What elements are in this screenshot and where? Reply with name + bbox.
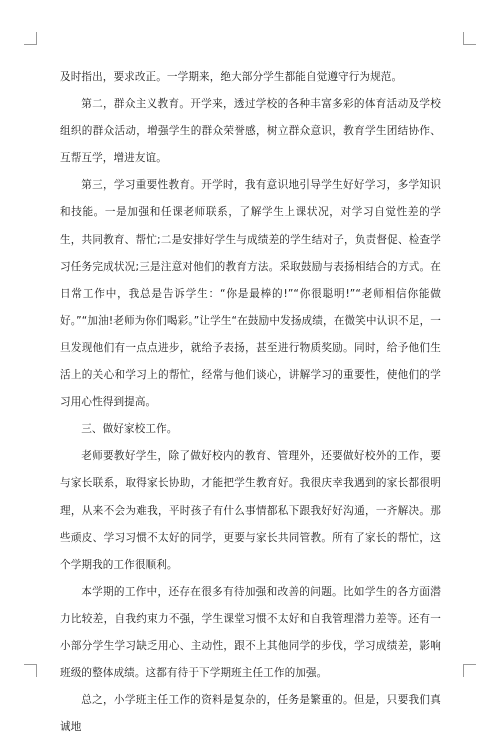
crop-mark-bottom-right <box>463 664 476 677</box>
paragraph-continuation: 及时指出，要求改正。一学期来，绝大部分学生都能自觉遵守行为规范。 <box>60 71 403 83</box>
paragraph-study-importance: 第三，学习重要性教育。开学时，我有意识地引导学生好好学习，多学知识和技能。一是加强和任课老师联系，了解学生上课状况，对学习自觉性差的学生，共同教育、帮忙;二是安排好学生与成绩差的学生结对子，负责督促、检查学习任务完成状况;三是注意对他们的教育方法。采取鼓励与表扬相结合的方式。在日常工作中，我总是告诉学生：“你是最棒的!”“你很聪明!”“老师相信你能做好。”“加油!老师为你们喝彩。”让学生“在鼓励中发扬成绩，在微笑中认识不足，一旦发现他们有一点点进步，就给予表扬，甚至进行物质奖励。同时，给予他们生活上的关心和学习上的帮忙，经常与他们谈心，讲解学习的重要性，使他们的学习用心性得到提高。 <box>60 179 441 409</box>
document-body <box>60 64 441 741</box>
crop-mark-top-right <box>463 32 476 45</box>
paragraph-parent-contact: 老师要教好学生，除了做好校内的教育、管理外，还要做好校外的工作，要与家长联系，取得家长协助，才能把学生教育好。我很庆幸我遇到的家长都很明理，从来不会为难我，平时孩子有什么事情都私下跟我好好沟通，一齐解决。那些顽皮、学习习惯不太好的同学，更要与家长共同管教。所有了家长的帮忙，这个学期我的工作很顺利。 <box>60 450 441 571</box>
crop-mark-bottom-left <box>24 664 37 677</box>
paragraph-collective-education: 第二，群众主义教育。开学来，透过学校的各种丰富多彩的体育活动及学校组织的群众活动，增强学生的群众荣誉感，树立群众意识，教育学生团结协作、互帮互学，增进友谊。 <box>60 98 441 165</box>
crop-mark-top-left <box>24 32 37 45</box>
section-heading-home-school: 三、做好家校工作。 <box>81 423 178 436</box>
paragraph-conclusion: 总之，小学班主任工作的资料是复杂的，任务是繁重的。但是，只要我们真诚地 <box>60 694 441 734</box>
paragraph-problems: 本学期的工作中，还存在很多有待加强和改善的问题。比如学生的各方面潜力比较差，自我约束力不强，学生课堂习惯不太好和自我管理潜力差等。还有一小部分学生学习缺乏用心、主动性，跟不上其他同学的步伐，学习成绩差，影响班级的整体成绩。这都有待于下学期班主任工作的加强。 <box>60 585 441 680</box>
